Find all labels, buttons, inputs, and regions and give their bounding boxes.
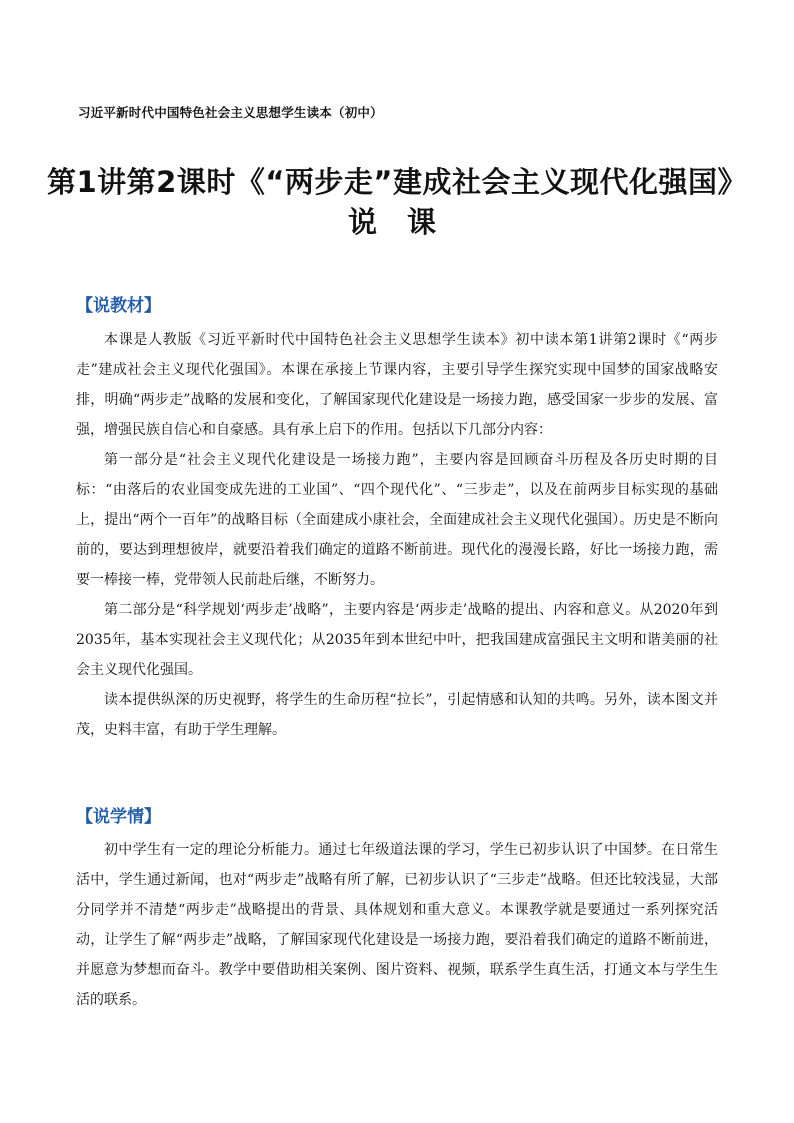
section-heading-students: 【说学情】: [76, 807, 161, 827]
section-heading-textbook: 【说教材】: [76, 296, 161, 316]
section-body-textbook: [76, 325, 718, 745]
section-body-students: [76, 835, 718, 1015]
paragraph-part-one: 第一部分是“社会主义现代化建设是一场接力跑”，主要内容是回顾奋斗历程及各历史时期的目标：“由落后的农业国变成先进的工业国”、“四个现代化”、“三步走”，以及在前两步目标实现的基础上，提出“两个一百年”的战略目标（全面建成小康社会，全面建成社会主义现代化强国）。历史是不断向前的，要达到理想彼岸，就要沿着我们确定的道路不断前进。现代化的漫漫长路，好比一场接力跑，需要一棒接一棒，党带领人民前赴后继，不断努力。: [76, 452, 718, 588]
paragraph-part-two: 第二部分是“科学规划‘两步走’战略”，主要内容是‘两步走’战略的提出、内容和意义。从2020年到2035年，基本实现社会主义现代化；从2035年到本世纪中叶，把我国建成富强民主文明和谐美丽的社会主义现代化强国。: [76, 602, 718, 678]
paragraph-student-analysis: 初中学生有一定的理论分析能力。通过七年级道法课的学习，学生已初步认识了中国梦。在日常生活中，学生通过新闻，也对“两步走”战略有所了解，已初步认识了“三步走”战略。但还比较浅显，大部分同学并不清楚“两步走”战略提出的背景、具体规划和重大意义。本课教学就是要通过一系列探究活动，让学生了解“两步走”战略，了解国家现代化建设是一场接力跑，要沿着我们确定的道路不断前进，并愿意为梦想而奋斗。教学中要借助相关案例、图片资料、视频，联系学生真生活，打通文本与学生生活的联系。: [76, 842, 718, 1008]
paragraph-reader-features: 读本提供纵深的历史视野，将学生的生命历程“拉长”，引起情感和认知的共鸣。另外，读本图文并茂，史料丰富，有助于学生理解。: [76, 692, 718, 738]
paragraph-intro: 本课是人教版《习近平新时代中国特色社会主义思想学生读本》初中读本第1讲第2课时《“两步走”建成社会主义现代化强国》。本课在承接上节课内容，主要引导学生探究实现中国梦的国家战略安排，明确“两步走”战略的发展和变化，了解国家现代化建设是一场接力跑，感受国家一步步的发展、富强，增强民族自信心和自豪感。具有承上启下的作用。包括以下几部分内容：: [76, 332, 718, 438]
lesson-title: 第1讲第2课时《“两步走”建成社会主义现代化强国》: [47, 165, 747, 199]
book-header: 习近平新时代中国特色社会主义思想学生读本（初中）: [78, 105, 383, 120]
lesson-subtitle: 说 课: [347, 205, 447, 239]
